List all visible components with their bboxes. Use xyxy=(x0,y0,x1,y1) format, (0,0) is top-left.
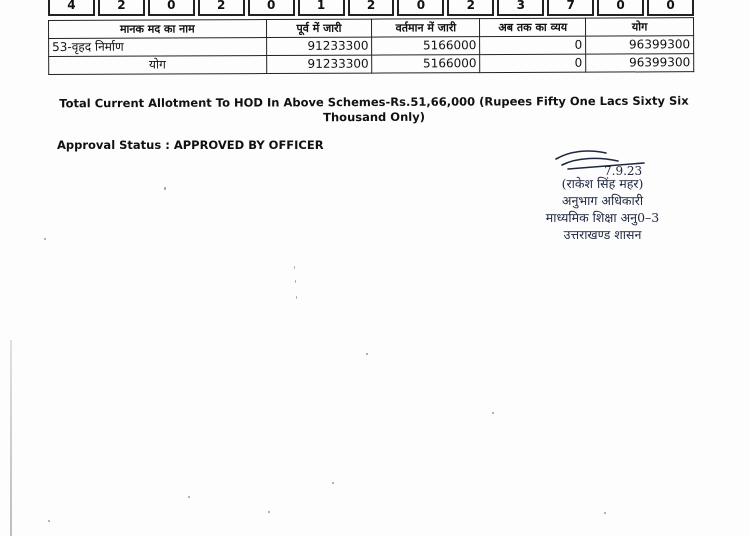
scan-speck xyxy=(48,520,50,522)
scan-speck xyxy=(296,296,297,299)
head-code-digit: 1 xyxy=(298,0,345,16)
scan-speck xyxy=(44,238,46,240)
head-code-digit: 7 xyxy=(547,0,594,16)
scan-speck xyxy=(332,482,334,484)
officer-stamp xyxy=(530,175,675,243)
head-code-digit: 2 xyxy=(98,0,145,16)
header-total: योग xyxy=(586,18,694,36)
total-expense: 0 xyxy=(480,54,586,72)
cell-expense: 0 xyxy=(480,36,586,54)
stamp-government: उत्तराखण्ड शासन xyxy=(563,227,642,242)
scan-speck xyxy=(366,353,368,355)
head-code-digit: 2 xyxy=(348,0,395,16)
head-code-digit: 0 xyxy=(647,0,694,16)
stamp-designation: अनुभाग अधिकारी xyxy=(561,193,644,208)
header-current: वर्तमान में जारी xyxy=(372,19,480,37)
signature-scribble xyxy=(548,145,658,179)
approval-status: Approval Status : APPROVED BY OFFICER xyxy=(57,138,324,152)
header-previous: पूर्व में जारी xyxy=(266,19,372,37)
head-code-digit: 2 xyxy=(447,0,494,16)
cell-total: 96399300 xyxy=(586,36,694,54)
header-expense: अब तक का व्यय xyxy=(480,18,586,36)
table-total-row xyxy=(49,54,694,75)
cell-item-name: 53-वृहद निर्माण xyxy=(49,38,267,57)
head-code-digit: 2 xyxy=(198,0,245,16)
total-previous: 91233300 xyxy=(266,55,372,73)
head-code-digit: 4 xyxy=(48,0,95,16)
scan-speck xyxy=(268,511,270,513)
head-code-digit: 0 xyxy=(148,0,195,16)
stamp-name: (राकेश सिंह महर) xyxy=(561,176,644,191)
head-code-digit: 0 xyxy=(597,0,644,16)
stamp-department: माध्यमिक शिक्षा अनु0–3 xyxy=(545,210,660,225)
scan-speck xyxy=(164,187,166,190)
total-sum: 96399300 xyxy=(586,54,694,72)
total-allotment-text: Total Current Allotment To HOD In Above Schemes-Rs.51,66,000 (Rupees Fifty One Lacs Sixty Six Thousand Only) xyxy=(59,93,689,125)
total-label: योग xyxy=(49,56,267,75)
cell-current: 5166000 xyxy=(372,37,480,55)
allotment-table xyxy=(48,17,694,75)
scan-speck xyxy=(188,496,190,498)
scan-speck xyxy=(295,280,296,283)
scan-speck xyxy=(604,512,606,514)
head-code-digit: 0 xyxy=(248,0,295,16)
scan-speck xyxy=(492,412,494,414)
scan-speck xyxy=(294,266,295,269)
header-item-name: मानक मद का नाम xyxy=(49,20,267,39)
cell-previous: 91233300 xyxy=(266,37,372,55)
head-code-digit: 3 xyxy=(497,0,544,16)
scan-edge-shadow xyxy=(10,340,12,536)
signature-date: 7.9.23 xyxy=(604,164,643,178)
total-current: 5166000 xyxy=(372,55,480,73)
head-code-digit: 0 xyxy=(397,0,444,16)
